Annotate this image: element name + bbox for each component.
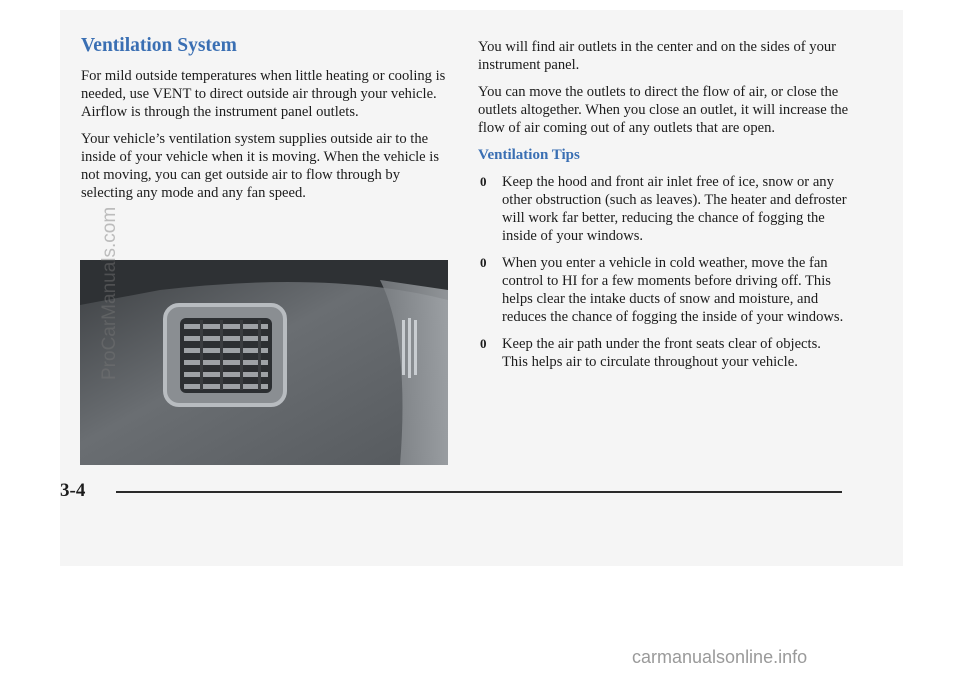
paragraph-outlet-direction: You can move the outlets to direct the flow of air, or close the outlets altogether. When you close an outlet, it will increase the flow of air coming out of any outlets that are open. — [478, 84, 849, 136]
tips-heading: Ventilation Tips — [478, 147, 580, 163]
list-item — [478, 335, 850, 371]
list-item — [478, 254, 850, 326]
side-watermark: ProCarManuals.com — [99, 206, 120, 380]
tips-list — [478, 173, 850, 371]
bullet-icon: 0 — [480, 255, 487, 270]
paragraph-outside-air: Your vehicle’s ventilation system supplies outside air to the inside of your vehicle when it is moving. When the vehicle is not moving, you can get outside air to flow through by selecting any mode and any fan speed. — [81, 131, 440, 201]
manual-page — [60, 10, 903, 566]
tip-text: Keep the air path under the front seats clear of objects. This helps air to circulate throughout your vehicle. — [502, 336, 821, 370]
bullet-icon: 0 — [480, 174, 487, 189]
air-outlet-illustration — [80, 260, 448, 465]
left-column — [81, 34, 451, 211]
tip-text: When you enter a vehicle in cold weather, move the fan control to HI for a few moments before driving off. This helps clear the intake ducts of snow and moisture, and reduces the chance of fogging the inside of your windows. — [502, 255, 844, 325]
tip-text: Keep the hood and front air inlet free of ice, snow or any other obstruction (such as leaves). The heater and defroster will work far better, reducing the chance of fogging the inside of your windows. — [502, 174, 847, 244]
page-number: 3-4 — [60, 480, 86, 501]
bullet-icon: 0 — [480, 336, 487, 351]
paragraph-vent-mode: For mild outside temperatures when little heating or cooling is needed, use VENT to direct outside air through your vehicle. Airflow is through the instrument panel outlets. — [81, 68, 446, 120]
list-item — [478, 173, 850, 245]
site-watermark: carmanualsonline.info — [632, 647, 808, 667]
air-outlet-photo — [80, 260, 448, 465]
footer-divider — [116, 491, 842, 493]
section-heading: Ventilation System — [81, 35, 237, 56]
paragraph-outlet-location: You will find air outlets in the center and on the sides of your instrument panel. — [478, 39, 837, 73]
right-column — [478, 38, 850, 380]
